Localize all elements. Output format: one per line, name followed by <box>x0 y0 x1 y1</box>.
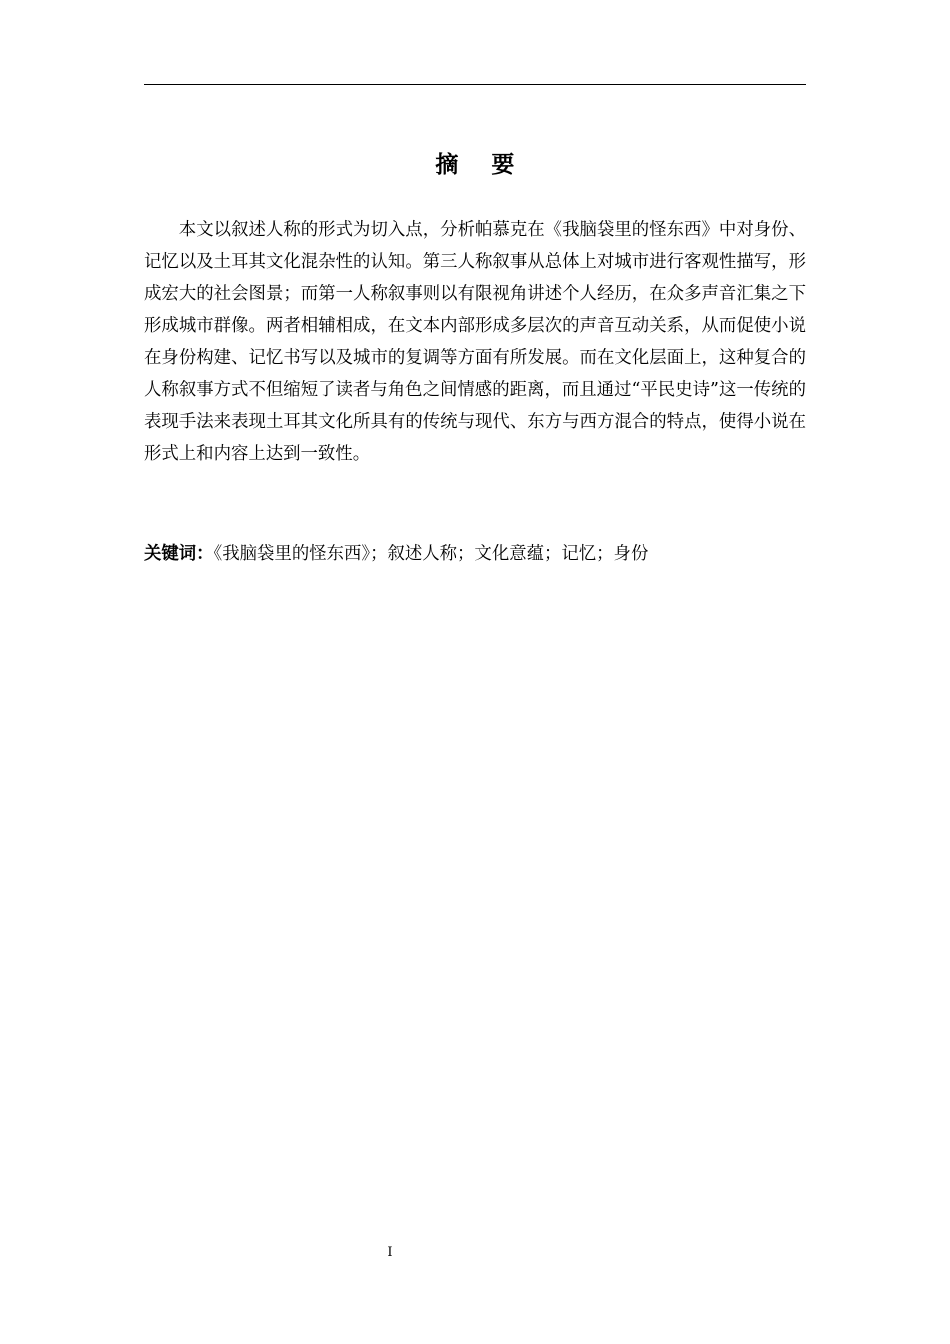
page-number: I <box>387 1245 393 1260</box>
keywords-line <box>144 540 806 568</box>
page-title: 摘 要 <box>435 152 515 178</box>
abstract-body: 本文以叙述人称的形式为切入点，分析帕慕克在《我脑袋里的怪东西》中对身份、记忆以及土耳其文化混杂性的认知。第三人称叙事从总体上对城市进行客观性描写，形成宏大的社会图景；而第一人称叙事则以有限视角讲述个人经历，在众多声音汇集之下形成城市群像。两者相辅相成，在文本内部形成多层次的声音互动关系，从而促使小说在身份构建、记忆书写以及城市的复调等方面有所发展。而在文化层面上，这种复合的人称叙事方式不但缩短了读者与角色之间情感的距离，而且通过“平民史诗”这一传统的表现手法来表现土耳其文化所具有的传统与现代、东方与西方混合的特点，使得小说在形式上和内容上达到一致性。 <box>144 220 806 464</box>
keywords-text: 《我脑袋里的怪东西》；叙述人称；文化意蕴；记忆；身份 <box>213 544 649 564</box>
keywords-label: 关键词： <box>144 544 214 564</box>
header-rule <box>144 84 806 85</box>
